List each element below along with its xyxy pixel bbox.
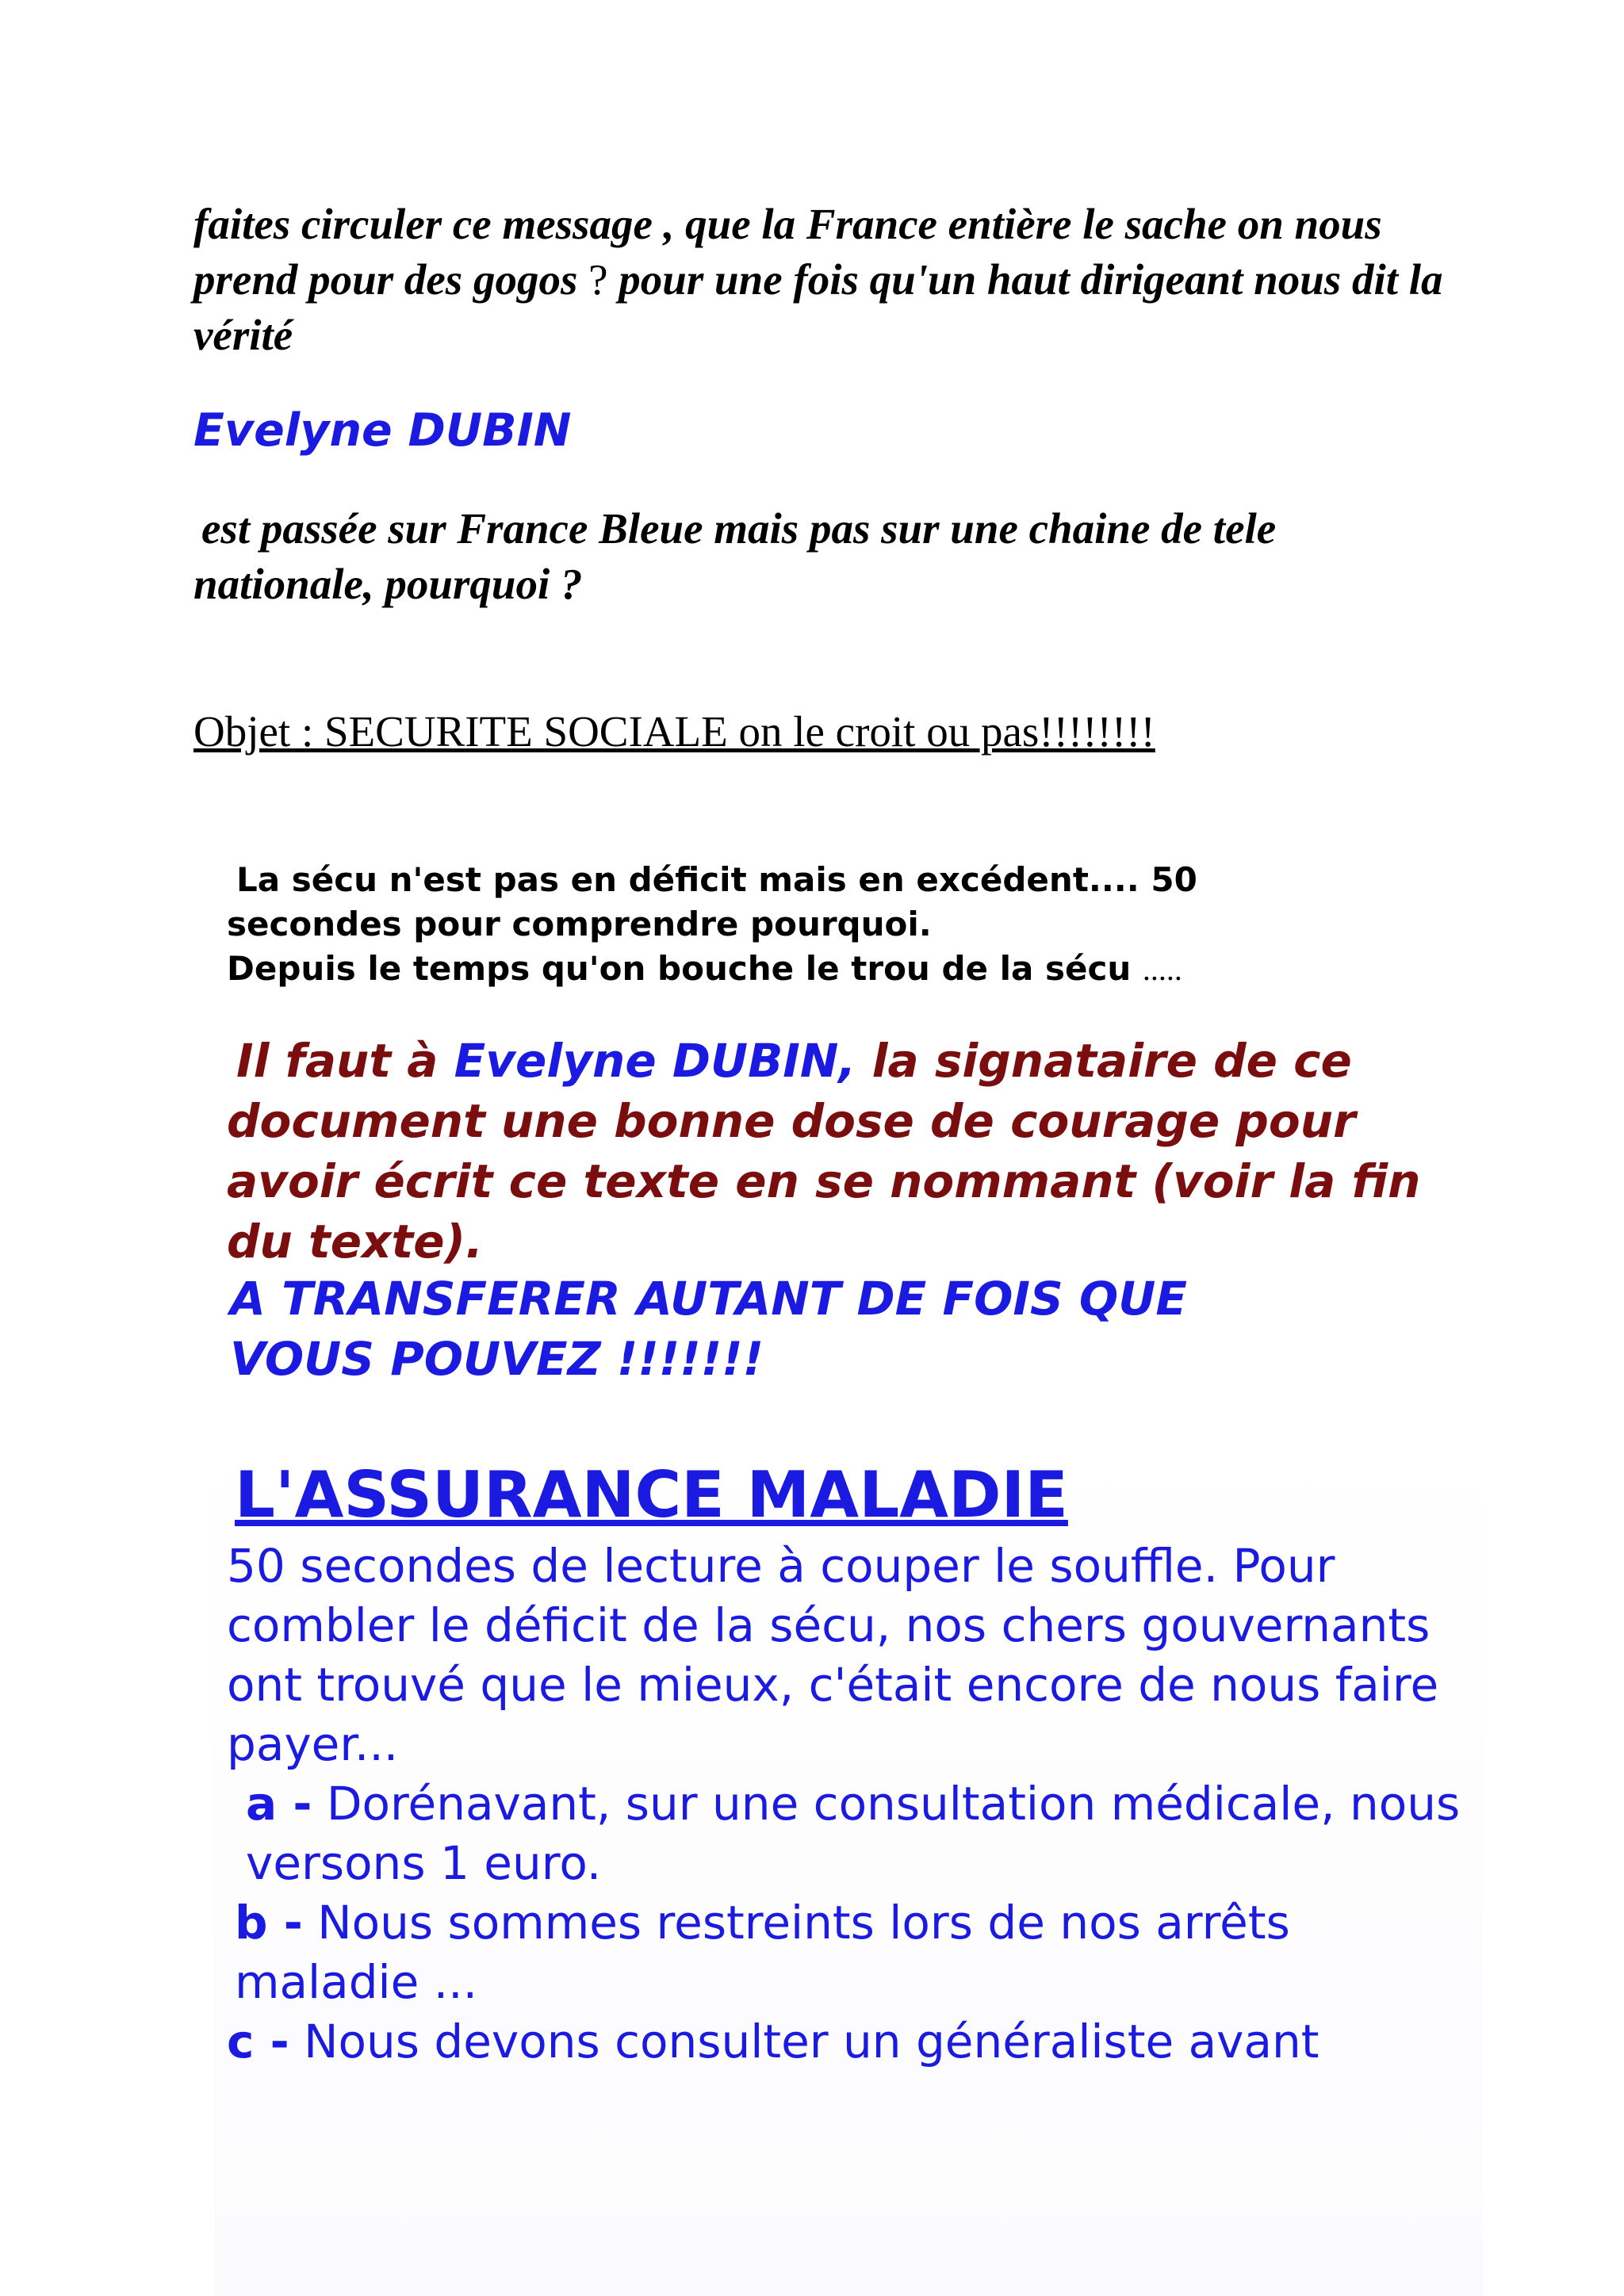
intro-question-mark: ? <box>588 255 608 304</box>
body-paragraph <box>227 1536 1480 2072</box>
transfer-line-2: VOUS POUVEZ !!!!!!! <box>230 1332 764 1386</box>
list-item <box>227 1893 1480 2012</box>
courage-author-name: Evelyne DUBIN, <box>454 1034 856 1088</box>
broadcast-line-2: nationale, pourquoi ? <box>193 560 583 608</box>
list-item <box>227 2012 1480 2072</box>
list-item-text: Nous sommes restreints lors de nos arrêts maladie ... <box>235 1896 1290 2009</box>
summary-line-2: secondes pour comprendre pourquoi. <box>227 905 932 943</box>
intro-paragraph <box>193 197 1446 363</box>
courage-prefix: Il faut à <box>236 1034 454 1088</box>
section-title: L'ASSURANCE MALADIE <box>235 1458 1068 1532</box>
list-item-letter: c - <box>227 2015 289 2068</box>
intro-text-start: faites circuler ce message , que la France entière le sache on nous prend pour des gogos <box>193 200 1382 304</box>
intro-text-end: pour une fois qu'un haut dirigeant nous dit la vérité <box>193 255 1443 359</box>
broadcast-line-1: est passée sur France Bleue mais pas sur une chaine de tele <box>201 504 1277 553</box>
summary-ellipsis: ..... <box>1142 951 1182 987</box>
body-intro: 50 secondes de lecture à couper le souffle. Pour combler le déficit de la sécu, nos chers gouvernants ont trouvé que le mieux, c'était encore de nous faire payer... <box>227 1539 1439 1771</box>
courage-paragraph <box>227 1031 1464 1272</box>
summary-paragraph <box>227 858 1416 992</box>
list-item-text: Dorénavant, sur une consultation médicale, nous versons 1 euro. <box>246 1777 1461 1890</box>
list-item <box>227 1774 1480 1893</box>
list-item-letter: b - <box>235 1896 303 1950</box>
list-item-text: Nous devons consulter un généraliste avant <box>289 2015 1320 2068</box>
courage-rest: la signataire de ce document une bonne dose de courage pour avoir écrit ce texte en se nommant (voir la fin du texte). <box>227 1034 1421 1269</box>
list-item-letter: a - <box>246 1777 312 1831</box>
author-name-heading: Evelyne DUBIN <box>193 404 572 457</box>
summary-line-3: Depuis le temps qu'on bouche le trou de la sécu <box>227 949 1143 988</box>
summary-line-1: La sécu n'est pas en déficit mais en excédent.... 50 <box>236 860 1197 899</box>
subject-line: Objet : SECURITE SOCIALE on le croit ou pas!!!!!!!! <box>193 707 1155 756</box>
transfer-line-1: A TRANSFERER AUTANT DE FOIS QUE <box>230 1272 1187 1326</box>
transfer-callout <box>230 1269 1467 1389</box>
broadcast-paragraph <box>193 501 1446 612</box>
